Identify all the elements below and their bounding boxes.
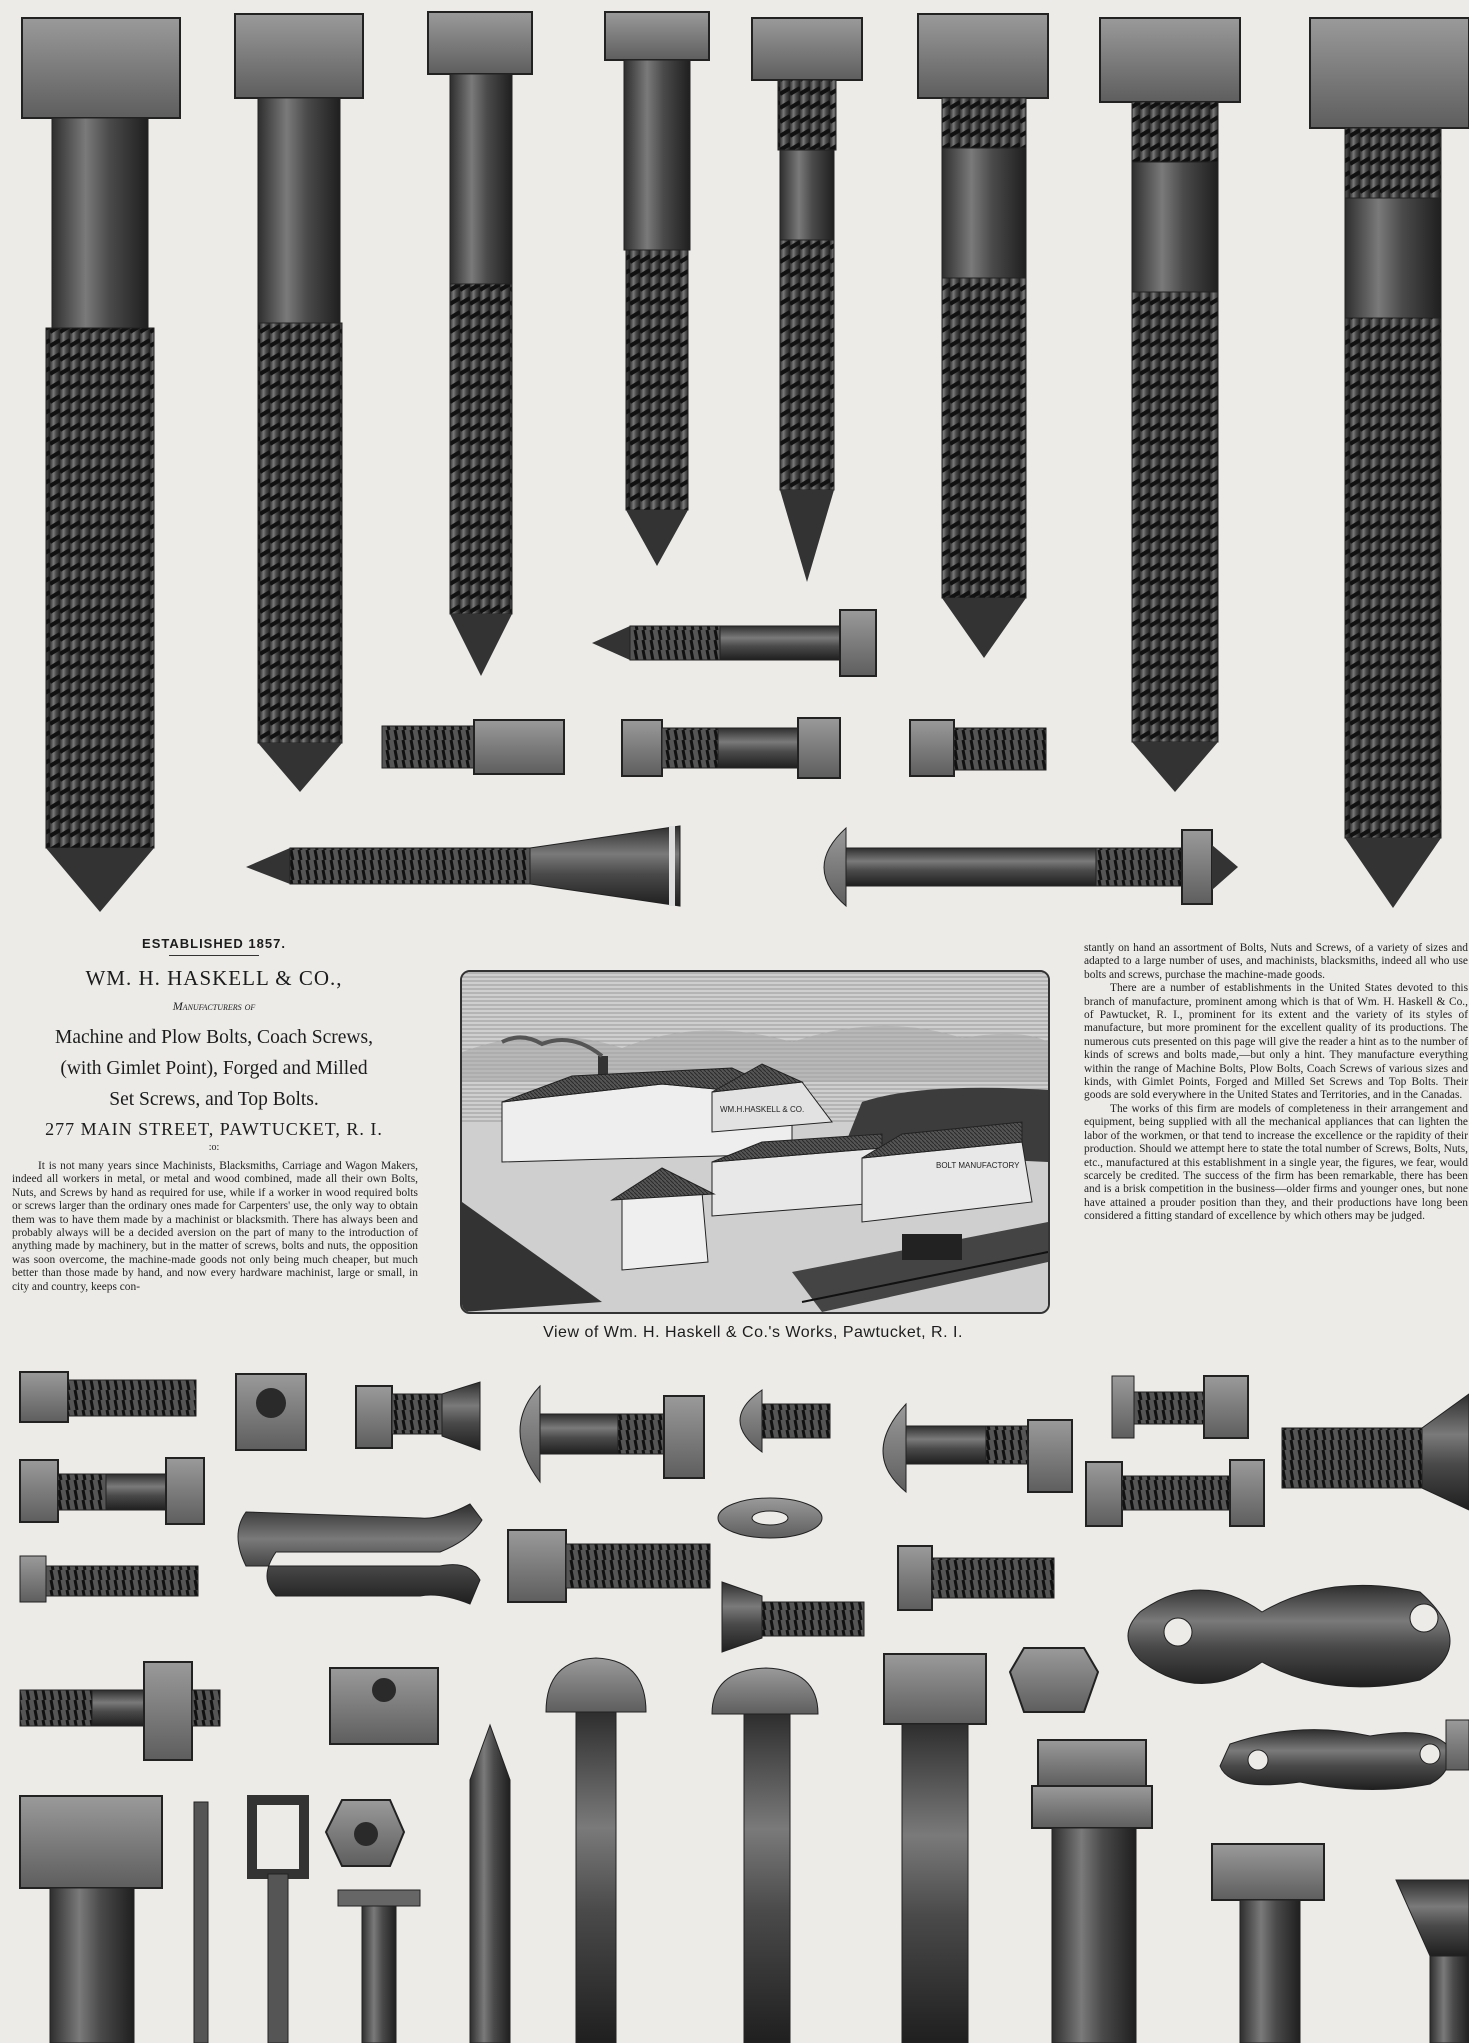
round-head-bolt: [824, 828, 1238, 906]
article-paragraph: The works of this firm are models of completeness in their arrangement and equipment, being supplied with all the mechanical appliances that can lighten the labor of the workmen, or that tend to increase the excellence or the rapidity of their production. Should we attempt here to state the total number of Screws, Bolts, Nuts, etc., manufactured at this establishment in a single year, the figures, we fear, would scarcely be credited. The success of the firm has been remarkable, there has been and is a brisk competition in the business—older firms and younger ones, but none have attained a prouder position than they, and their productions have long been considered a fitting standard of excellence by which others may be judged.: [1084, 1102, 1468, 1223]
set-screw-3: [910, 720, 1046, 776]
lag-screw-6: [918, 14, 1048, 658]
company-heading: [10, 936, 418, 1153]
lag-screw-8: [1310, 18, 1469, 908]
lag-screw-5: [752, 18, 862, 582]
set-screw-1: [382, 720, 564, 774]
set-screw-2: [622, 718, 840, 778]
lag-screw-2: [235, 14, 363, 792]
factory-caption: View of Wm. H. Haskell & Co.'s Works, Pawtucket, R. I.: [543, 1324, 963, 1341]
countersunk-wood-screw: [246, 826, 680, 906]
manufacturers-of-label: Manufacturers of: [172, 999, 256, 1013]
products-line-3: Set Screws, and Top Bolts.: [109, 1089, 319, 1110]
products-line-2: (with Gimlet Point), Forged and Milled: [60, 1058, 368, 1079]
section-separator: :o:: [208, 1142, 220, 1153]
products-line-1: Machine and Plow Bolts, Coach Screws,: [55, 1027, 373, 1048]
article-paragraph: There are a number of establishments in the United States devoted to this branch of manufacture, prominent among which is that of Wm. H. Haskell & Co., of Pawtucket, R. I., prominent for its extent and the variety of its styles of manufacture, but more prominent for the excellent quality of its productions. The numerous cuts presented on this page will give the reader a hint as to the number of kinds of screws and bolts made,—but only a hint. They manufacture everything within the range of Machine Bolts, Plow Bolts, Coach Screws of various sizes and kinds, with Gimlet Points, Forged and Milled Set Screws and Top Bolts. Their goods are sold everywhere in the United States and Territories, and in the Canadas.: [1084, 982, 1468, 1102]
heading-divider: [169, 955, 259, 956]
lag-screw-3: [428, 12, 532, 676]
bottom-hardware: [20, 1372, 1469, 2043]
building-sign-haskell: WM.H.HASKELL & CO.: [720, 1105, 805, 1114]
article-left-column: It is not many years since Machinists, Blacksmiths, Carriage and Wagon Makers, indeed all workers in metal, or metal and wood combined, made all their own Bolts, Nuts, and Screws by hand as required for use, while if a worker in wood required bolts or screws larger than the ordinary ones made for Carpenters' use, the only way to obtain them was to have them made by a machinist or blacksmith. There has always been and probably always will be a decided aversion on the part of many to the introduction of anything made by machinery, but in the matter of screws, bolts and nuts, the opposition was soon overcome, the machine-made goods not only being much cheaper, but much better than those made by hand, and now every hardware machinist, large or small, in city and country, keeps con-: [12, 1160, 418, 1293]
factory-illustration: [460, 970, 1050, 1314]
company-name: WM. H. HASKELL & CO.,: [85, 966, 343, 990]
factory-engraving: [462, 972, 1048, 1312]
building-sign-bolt-manufactory: BOLT MANUFACTORY: [936, 1161, 1020, 1170]
lag-screw-1: [22, 18, 180, 912]
lag-screw-7: [1100, 18, 1240, 792]
lag-screw-4: [605, 12, 709, 566]
article-right-column: [1084, 942, 1468, 1224]
horizontal-lag-screw: [592, 610, 876, 676]
company-address: 277 MAIN STREET, PAWTUCKET, R. I.: [45, 1119, 383, 1139]
established-date: ESTABLISHED 1857.: [142, 936, 286, 951]
article-paragraph: stantly on hand an assortment of Bolts, Nuts and Screws, of a variety of sizes and adapted to a large number of uses, and machinists, blacksmiths, indeed all who use bolts and screws, purchase the machine-made goods.: [1084, 942, 1468, 981]
